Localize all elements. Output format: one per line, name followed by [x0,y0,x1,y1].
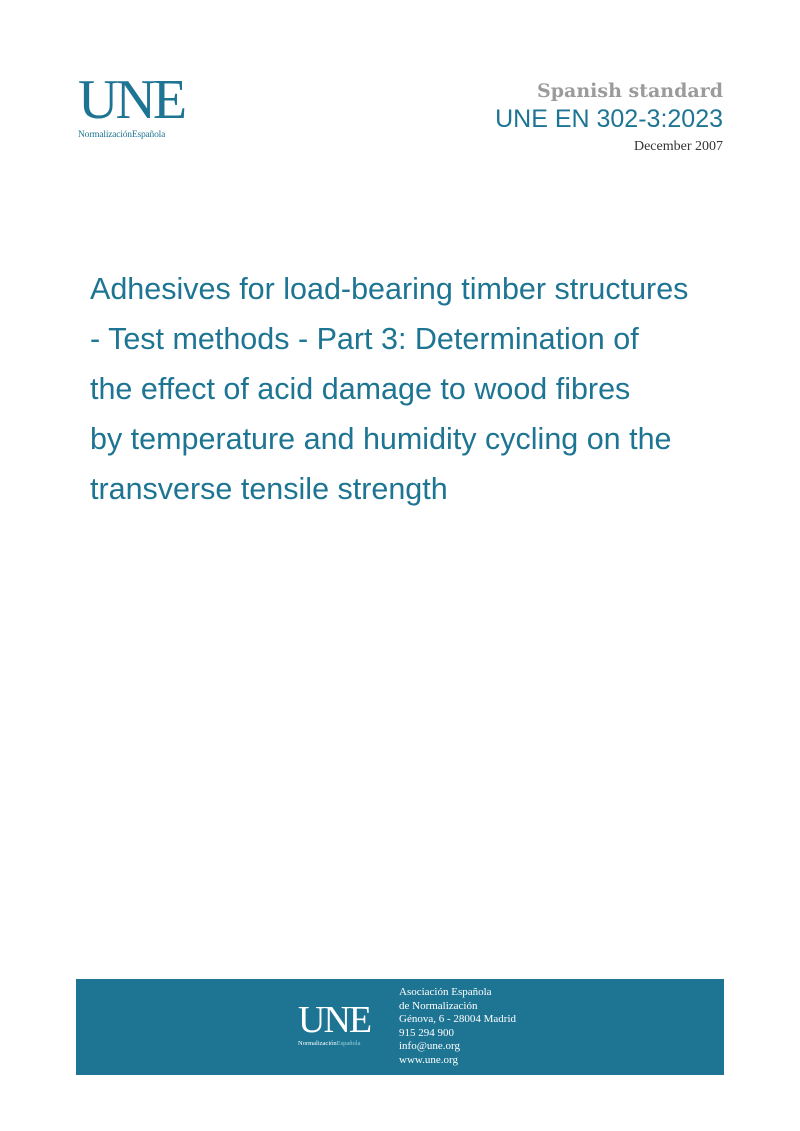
title-line-4: by temperature and humidity cycling on the [90,422,672,456]
une-logo-subtitle [78,130,184,140]
footer-logo-subtitle [298,1040,370,1047]
footer-phone: 915 294 900 [399,1026,454,1039]
footer-logo-mark: UNE [298,999,371,1041]
footer-address: Génova, 6 - 28004 Madrid [399,1013,517,1026]
standard-label: Spanish standard [537,80,723,102]
logo-sub-espanola: Española [131,130,166,140]
standard-info [495,79,723,155]
footer-website-link[interactable]: www.une.org [399,1053,458,1066]
title-line-1: Adhesives for load-bearing timber structures [90,272,689,306]
title-line-3: the effect of acid damage to wood fibres [90,372,631,406]
footer-logo-sub-espanola: Española [336,1040,361,1047]
footer-org-name-2: de Normalización [399,999,478,1012]
document-title [90,264,770,514]
title-line-5: transverse tensile strength [90,472,448,506]
footer-org-name-1: Asociación Española [399,986,492,998]
footer-band [76,979,724,1075]
title-line-2: - Test methods - Part 3: Determination of [90,322,639,356]
footer-email-link[interactable]: info@une.org [399,1040,460,1053]
footer-logo-sub-normalizacion: Normalización [298,1040,337,1047]
standard-date: December 2007 [633,139,723,154]
une-logo [78,69,185,140]
une-logo-mark: UNE [78,69,185,131]
footer-une-logo [298,999,371,1047]
logo-sub-normalizacion: Normalización [78,130,132,140]
footer-contact-info [399,986,516,1068]
standard-code: UNE EN 302-3:2023 [495,105,723,133]
